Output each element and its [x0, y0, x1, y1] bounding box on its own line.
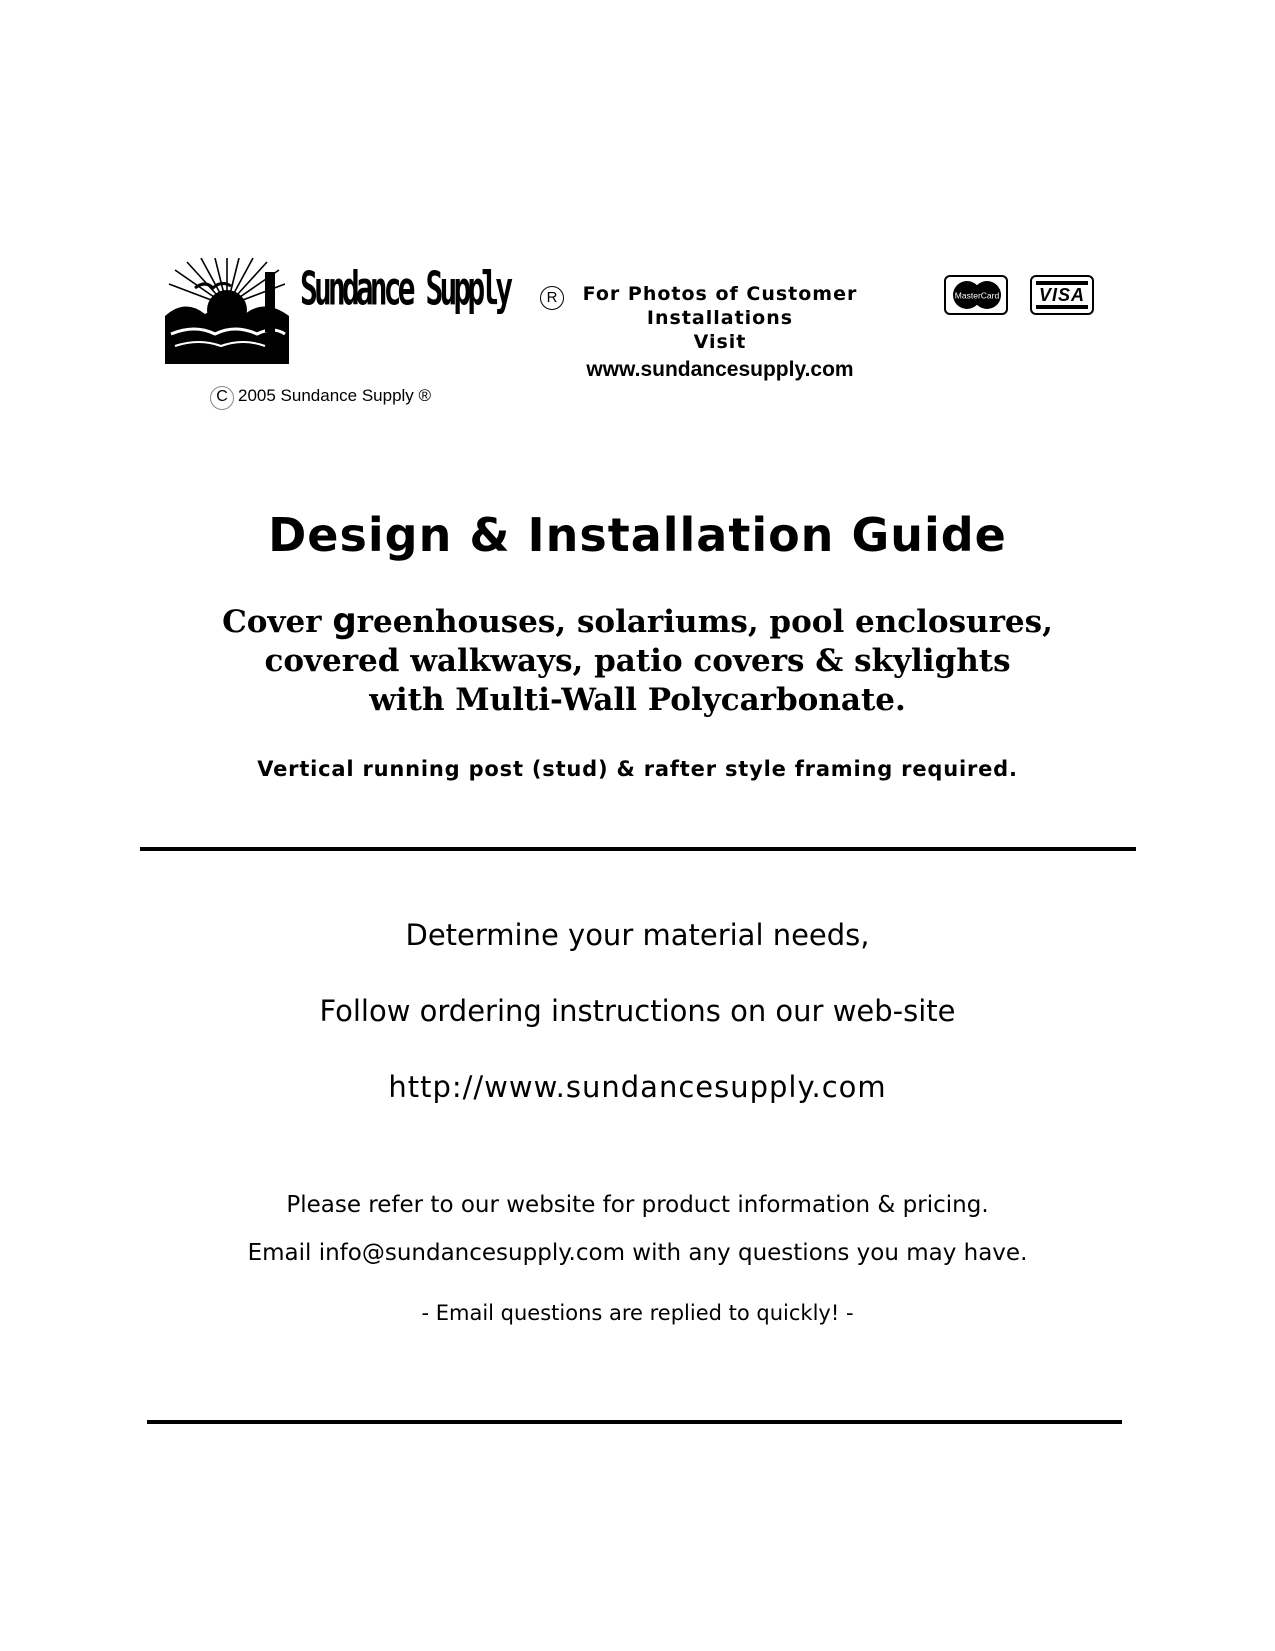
- instruction-email: Email info@sundancesupply.com with any questions you may have.: [247, 1240, 1028, 1266]
- subtitle-g: g: [332, 601, 357, 641]
- photos-line-3: Visit: [693, 331, 747, 353]
- copyright-notice: [210, 386, 431, 410]
- visa-label: VISA: [1036, 281, 1088, 309]
- subtitle-line-2: covered walkways, patio covers & skylights: [264, 643, 1011, 679]
- mastercard-icon: [950, 280, 1004, 310]
- mastercard-label: MasterCard: [954, 290, 1000, 301]
- visa-logo: [1030, 275, 1094, 315]
- subtitle: [0, 602, 1275, 720]
- copyright-symbol: C: [210, 386, 234, 410]
- instruction-follow-ordering: Follow ordering instructions on our web-site: [319, 994, 956, 1028]
- subtitle-prefix: Cover: [222, 604, 333, 640]
- subtitle-line-1: [0, 602, 1275, 642]
- photos-notice: [570, 282, 870, 354]
- framing-note: Vertical running post (stud) & rafter style framing required.: [257, 757, 1018, 781]
- mastercard-logo: [944, 275, 1008, 315]
- brand-name: Sundance Supply: [300, 262, 510, 316]
- subtitle-rest: reenhouses, solariums, pool enclosures,: [356, 604, 1053, 640]
- instruction-reply-note: - Email questions are replied to quickly! -: [421, 1301, 854, 1325]
- page-title: Design & Installation Guide: [268, 508, 1007, 562]
- instruction-determine-needs: Determine your material needs,: [405, 918, 870, 952]
- sunset-landscape-icon: [165, 258, 289, 364]
- registered-mark: R: [540, 286, 564, 310]
- photos-line-1: For Photos of Customer: [582, 283, 858, 305]
- divider-bottom: [147, 1420, 1122, 1424]
- subtitle-line-3: with Multi-Wall Polycarbonate.: [369, 682, 906, 718]
- photos-line-2: Installations: [646, 307, 794, 329]
- instruction-refer-website: Please refer to our website for product information & pricing.: [286, 1192, 989, 1218]
- copyright-text: 2005 Sundance Supply ®: [238, 386, 432, 405]
- divider-top: [140, 847, 1136, 851]
- photos-url-link[interactable]: www.sundancesupply.com: [586, 358, 854, 381]
- website-url-link[interactable]: http://www.sundancesupply.com: [388, 1070, 887, 1104]
